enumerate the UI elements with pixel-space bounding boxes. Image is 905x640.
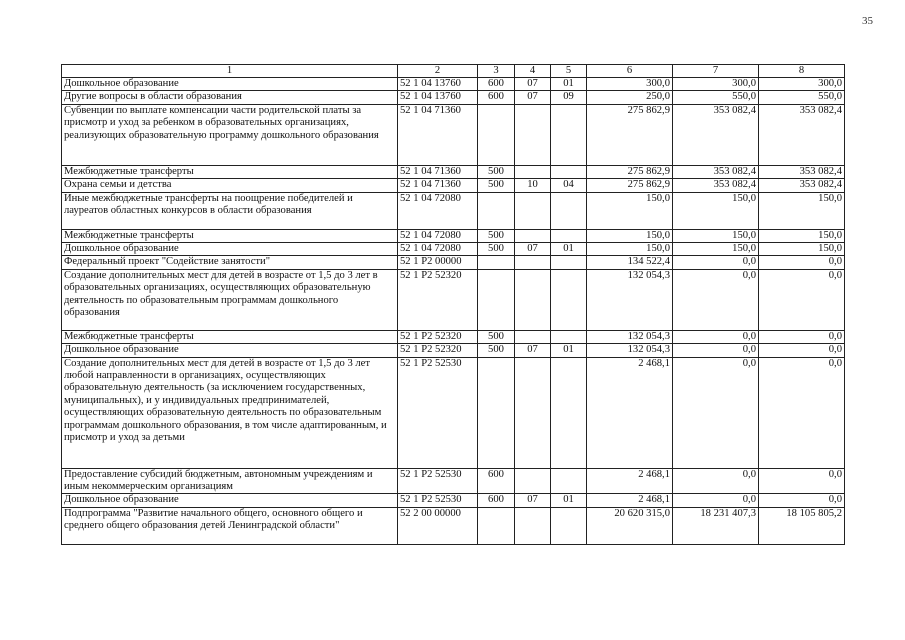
row-code: 52 1 P2 52320 [398, 330, 478, 343]
row-subsection [551, 330, 587, 343]
header-cell: 6 [587, 65, 673, 78]
row-code: 52 1 04 71360 [398, 165, 478, 178]
row-code: 52 1 P2 52320 [398, 344, 478, 357]
row-value-year2: 0,0 [673, 344, 759, 357]
row-value-year2: 300,0 [673, 78, 759, 91]
row-value-year1: 275 862,9 [587, 165, 673, 178]
row-code: 52 2 00 00000 [398, 507, 478, 544]
row-value-year3: 18 105 805,2 [759, 507, 845, 544]
table-row [62, 192, 845, 229]
table-row [62, 104, 845, 165]
header-cell: 1 [62, 65, 398, 78]
table-row [62, 243, 845, 256]
row-value-year1: 132 054,3 [587, 330, 673, 343]
row-value-year3: 0,0 [759, 269, 845, 330]
header-cell: 5 [551, 65, 587, 78]
row-value-year2: 353 082,4 [673, 104, 759, 165]
row-expense-type: 500 [478, 179, 515, 192]
row-value-year1: 132 054,3 [587, 344, 673, 357]
row-subsection [551, 269, 587, 330]
table-row [62, 468, 845, 494]
row-subsection: 01 [551, 78, 587, 91]
row-code: 52 1 04 71360 [398, 104, 478, 165]
row-code: 52 1 P2 00000 [398, 256, 478, 269]
row-value-year1: 150,0 [587, 192, 673, 229]
row-value-year3: 0,0 [759, 468, 845, 494]
row-name: Субвенции по выплате компенсации части родительской платы за присмотр и уход за ребенком в образовательных организациях, реализующих образовательную программу дошкольного образования [62, 104, 398, 165]
row-section [515, 256, 551, 269]
row-value-year2: 150,0 [673, 243, 759, 256]
row-code: 52 1 P2 52530 [398, 494, 478, 507]
table-row [62, 330, 845, 343]
row-value-year3: 0,0 [759, 256, 845, 269]
row-name: Межбюджетные трансферты [62, 165, 398, 178]
row-section [515, 269, 551, 330]
row-section: 10 [515, 179, 551, 192]
row-section: 07 [515, 78, 551, 91]
table-row [62, 165, 845, 178]
row-value-year1: 250,0 [587, 91, 673, 104]
row-value-year2: 0,0 [673, 357, 759, 468]
row-expense-type [478, 269, 515, 330]
row-value-year2: 550,0 [673, 91, 759, 104]
table-row [62, 344, 845, 357]
row-code: 52 1 P2 52530 [398, 468, 478, 494]
row-value-year3: 0,0 [759, 330, 845, 343]
row-value-year2: 0,0 [673, 269, 759, 330]
row-section [515, 192, 551, 229]
row-value-year3: 353 082,4 [759, 165, 845, 178]
row-value-year1: 275 862,9 [587, 179, 673, 192]
table-row [62, 91, 845, 104]
table-row [62, 256, 845, 269]
row-value-year1: 2 468,1 [587, 357, 673, 468]
row-code: 52 1 04 71360 [398, 179, 478, 192]
row-value-year3: 150,0 [759, 243, 845, 256]
row-subsection [551, 165, 587, 178]
row-section: 07 [515, 344, 551, 357]
row-value-year2: 0,0 [673, 256, 759, 269]
row-name: Подпрограмма "Развитие начального общего, основного общего и среднего общего образования детей Ленинградской области" [62, 507, 398, 544]
row-expense-type: 500 [478, 243, 515, 256]
row-value-year1: 2 468,1 [587, 494, 673, 507]
row-name: Дошкольное образование [62, 243, 398, 256]
row-expense-type [478, 357, 515, 468]
row-code: 52 1 04 72080 [398, 229, 478, 242]
budget-table [61, 64, 845, 545]
row-subsection [551, 357, 587, 468]
row-value-year2: 150,0 [673, 192, 759, 229]
table-row [62, 357, 845, 468]
row-value-year3: 0,0 [759, 357, 845, 468]
row-name: Охрана семьи и детства [62, 179, 398, 192]
row-name: Дошкольное образование [62, 78, 398, 91]
row-value-year1: 300,0 [587, 78, 673, 91]
row-subsection [551, 229, 587, 242]
row-value-year2: 353 082,4 [673, 165, 759, 178]
row-section [515, 507, 551, 544]
row-value-year1: 2 468,1 [587, 468, 673, 494]
header-cell: 8 [759, 65, 845, 78]
row-expense-type [478, 192, 515, 229]
row-value-year2: 0,0 [673, 330, 759, 343]
row-expense-type [478, 256, 515, 269]
row-section [515, 357, 551, 468]
row-value-year3: 0,0 [759, 494, 845, 507]
row-value-year1: 132 054,3 [587, 269, 673, 330]
row-expense-type: 500 [478, 229, 515, 242]
row-section [515, 468, 551, 494]
row-name: Дошкольное образование [62, 494, 398, 507]
row-code: 52 1 04 72080 [398, 192, 478, 229]
row-subsection [551, 507, 587, 544]
row-value-year3: 150,0 [759, 192, 845, 229]
row-subsection [551, 192, 587, 229]
row-value-year1: 134 522,4 [587, 256, 673, 269]
table-row [62, 494, 845, 507]
row-name: Предоставление субсидий бюджетным, автономным учреждениям и иным некоммерческим организациям [62, 468, 398, 494]
table-row [62, 229, 845, 242]
header-row [62, 65, 845, 78]
row-value-year2: 353 082,4 [673, 179, 759, 192]
row-name: Создание дополнительных мест для детей в возрасте от 1,5 до 3 лет в образовательных организациях, осуществляющих образовательную деятельность по образовательным программам дошкольного образования [62, 269, 398, 330]
row-name: Федеральный проект "Содействие занятости" [62, 256, 398, 269]
row-value-year3: 550,0 [759, 91, 845, 104]
table-row [62, 78, 845, 91]
row-expense-type [478, 507, 515, 544]
row-subsection: 09 [551, 91, 587, 104]
row-section: 07 [515, 91, 551, 104]
row-value-year3: 300,0 [759, 78, 845, 91]
table-row [62, 507, 845, 544]
row-expense-type [478, 104, 515, 165]
row-value-year1: 20 620 315,0 [587, 507, 673, 544]
row-section: 07 [515, 243, 551, 256]
row-expense-type: 600 [478, 468, 515, 494]
table-body [62, 78, 845, 545]
row-value-year3: 353 082,4 [759, 179, 845, 192]
row-subsection: 04 [551, 179, 587, 192]
row-value-year2: 150,0 [673, 229, 759, 242]
row-expense-type: 600 [478, 78, 515, 91]
row-name: Дошкольное образование [62, 344, 398, 357]
row-expense-type: 600 [478, 494, 515, 507]
row-section [515, 330, 551, 343]
row-subsection [551, 104, 587, 165]
row-value-year3: 353 082,4 [759, 104, 845, 165]
row-name: Межбюджетные трансферты [62, 330, 398, 343]
header-cell: 3 [478, 65, 515, 78]
header-cell: 2 [398, 65, 478, 78]
header-cell: 4 [515, 65, 551, 78]
table-row [62, 179, 845, 192]
row-code: 52 1 P2 52320 [398, 269, 478, 330]
row-value-year1: 150,0 [587, 229, 673, 242]
row-name: Межбюджетные трансферты [62, 229, 398, 242]
row-value-year3: 0,0 [759, 344, 845, 357]
row-name: Создание дополнительных мест для детей в возрасте от 1,5 до 3 лет любой направленности в организациях, осуществляющих образовательную деятельность (за исключением государственных, муниципальных), и у индивидуальных предпринимателей, осуществляющих образовательную деятельность по образовательным программам дошкольного образования, в том числе адаптированным, и присмотр и уход за детьми [62, 357, 398, 468]
row-section [515, 229, 551, 242]
row-code: 52 1 04 13760 [398, 78, 478, 91]
row-section [515, 104, 551, 165]
row-section: 07 [515, 494, 551, 507]
row-expense-type: 500 [478, 344, 515, 357]
row-subsection: 01 [551, 494, 587, 507]
row-name: Иные межбюджетные трансферты на поощрение победителей и лауреатов областных конкурсов в области образования [62, 192, 398, 229]
row-code: 52 1 04 72080 [398, 243, 478, 256]
row-subsection [551, 256, 587, 269]
row-value-year1: 275 862,9 [587, 104, 673, 165]
row-value-year2: 0,0 [673, 468, 759, 494]
row-expense-type: 600 [478, 91, 515, 104]
row-subsection [551, 468, 587, 494]
header-cell: 7 [673, 65, 759, 78]
row-value-year2: 0,0 [673, 494, 759, 507]
page-number: 35 [862, 15, 873, 27]
row-section [515, 165, 551, 178]
row-value-year3: 150,0 [759, 229, 845, 242]
row-name: Другие вопросы в области образования [62, 91, 398, 104]
row-expense-type: 500 [478, 165, 515, 178]
row-subsection: 01 [551, 344, 587, 357]
row-value-year1: 150,0 [587, 243, 673, 256]
row-subsection: 01 [551, 243, 587, 256]
row-code: 52 1 04 13760 [398, 91, 478, 104]
row-expense-type: 500 [478, 330, 515, 343]
row-code: 52 1 P2 52530 [398, 357, 478, 468]
table-row [62, 269, 845, 330]
row-value-year2: 18 231 407,3 [673, 507, 759, 544]
